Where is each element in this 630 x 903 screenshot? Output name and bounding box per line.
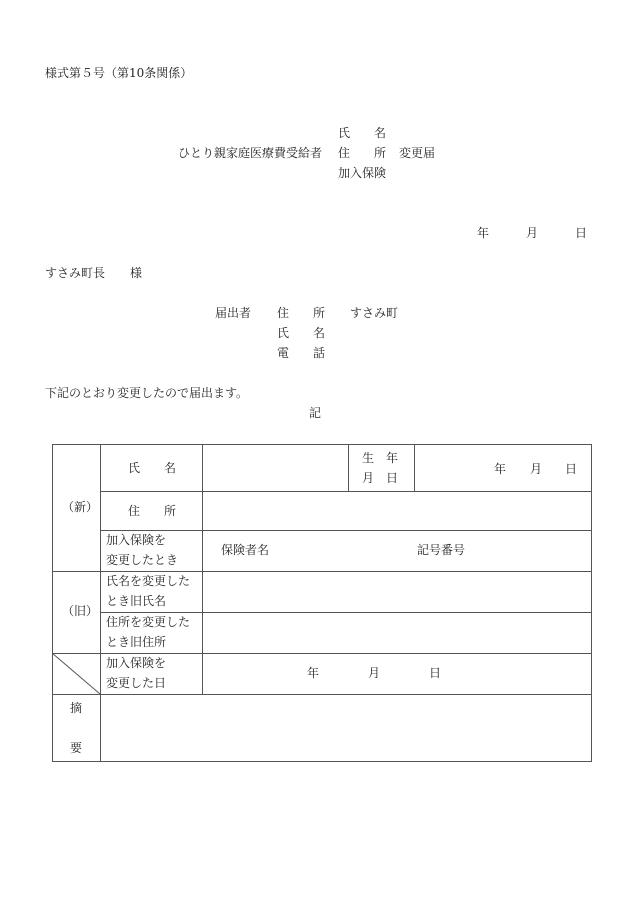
address-value: すさみ町 [350,306,399,320]
change-month: 月 [368,666,381,680]
birth-label-2: 月 日 [362,471,399,485]
phone-label-1: 電 [277,346,290,360]
form-number: 様式第５号（第10条関係） [45,66,193,80]
address-label-1: 住 [277,306,290,320]
table-border [52,761,592,762]
insurance-change-label-1: 加入保険を [106,533,167,547]
title-item-insurance: 加入保険 [338,166,387,180]
date-year: 年 [477,226,490,240]
addressee-honorific: 様 [130,266,143,280]
insurer-name-label: 保険者名 [221,543,270,557]
remarks-label-2: 要 [70,741,83,755]
phone-label-2: 話 [313,346,326,360]
birth-month: 月 [530,462,543,476]
title-prefix: ひとり親家庭医療費受給者 [178,146,323,160]
name-label-1: 氏 [277,326,290,340]
address-label-2: 所 [164,504,177,518]
insurance-date-label-1: 加入保険を [106,656,167,670]
old-address-label-2: とき旧住所 [106,635,167,649]
insurance-change-label-2: 変更したとき [106,553,179,567]
addressee: すさみ町長 [45,266,106,280]
name-label-2: 名 [313,326,326,340]
birth-year: 年 [494,462,507,476]
diagonal-line [52,653,101,695]
title-item-address: 住 所 [338,146,387,160]
table-border [591,444,592,762]
insurance-date-label-2: 変更した日 [106,676,167,690]
new-label: （新） [62,500,99,514]
name-label-1: 氏 [128,461,141,475]
remarks-label-1: 摘 [70,701,83,715]
birth-label-1: 生 年 [362,451,399,465]
table-divider [414,444,415,491]
table-border [52,444,53,762]
old-address-label-1: 住所を変更した [106,615,191,629]
address-label-1: 住 [128,504,141,518]
symbol-number-label: 記号番号 [417,543,466,557]
remarks-field[interactable] [101,695,591,761]
change-year: 年 [307,666,320,680]
title-item-name: 氏 名 [338,126,387,140]
birth-day: 日 [565,462,578,476]
ki-heading: 記 [309,406,322,420]
notifier-label: 届出者 [215,306,252,320]
change-day: 日 [429,666,442,680]
address-label-2: 所 [313,306,326,320]
name-label-2: 名 [164,461,177,475]
old-name-field[interactable] [203,572,591,612]
title-suffix: 変更届 [399,146,436,160]
name-field[interactable] [203,445,348,491]
old-label: （旧） [62,604,99,618]
old-address-field[interactable] [203,613,591,653]
date-month: 月 [526,226,539,240]
table-divider [348,444,349,491]
table-divider [52,653,591,654]
statement: 下記のとおり変更したので届出ます。 [45,386,249,400]
old-name-label-2: とき旧氏名 [106,594,167,608]
date-day: 日 [575,226,588,240]
address-field[interactable] [203,492,591,530]
table-divider [100,530,591,531]
old-name-label-1: 氏名を変更した [106,574,191,588]
